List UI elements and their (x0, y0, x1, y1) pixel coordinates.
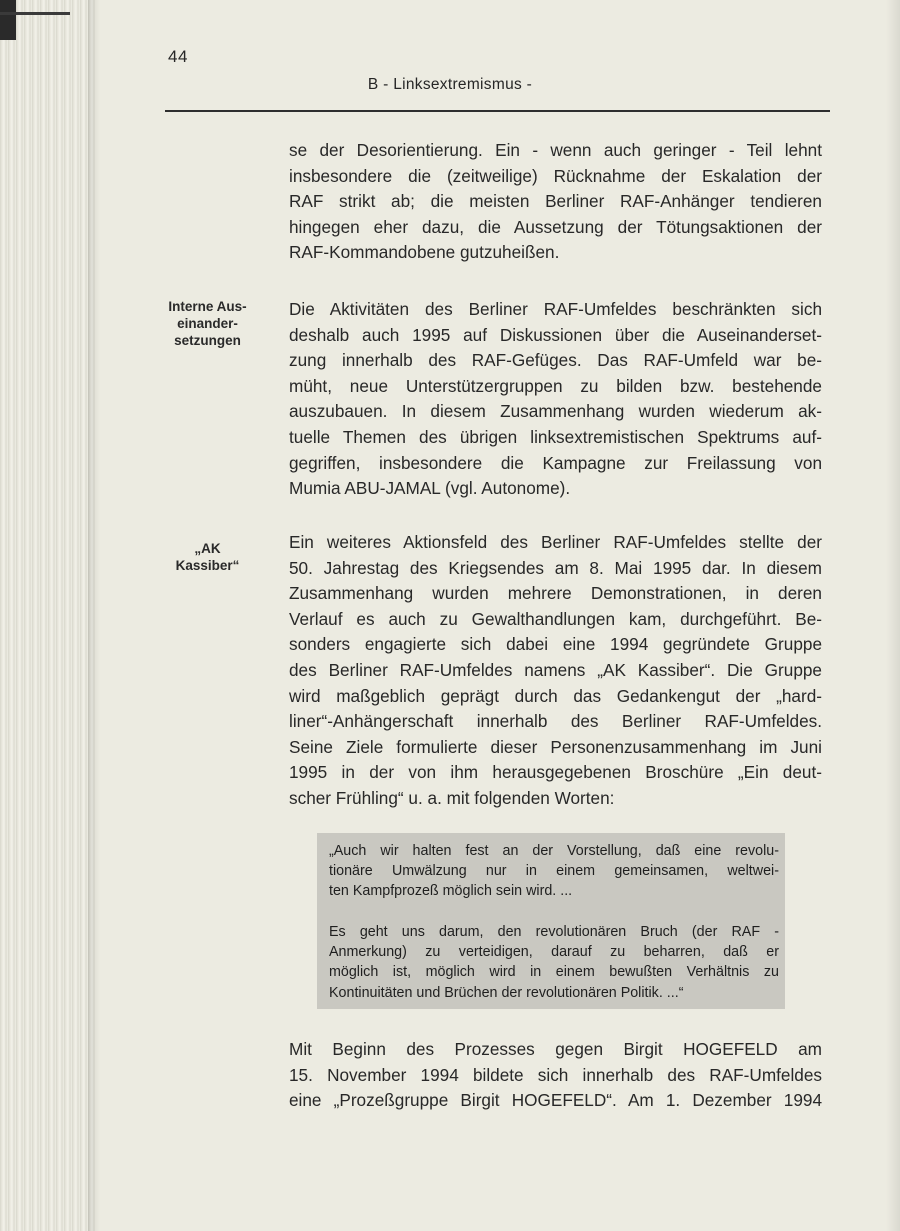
text-line: Ein weiteres Aktionsfeld des Berliner RAF-Umfeldes stellte der (289, 532, 822, 552)
text-line: eine „Prozeßgruppe Birgit HOGEFELD“. Am 1. Dezember 1994 (289, 1090, 822, 1111)
text-line: Mumia ABU-JAMAL (vgl. Autonome). (289, 478, 571, 499)
text-line: scher Frühling“ u. a. mit folgenden Worten: (289, 787, 615, 808)
quote-line: ten Kampfprozeß möglich sein wird. ... (329, 883, 573, 900)
quote-paragraph-1 (329, 841, 779, 902)
margin-note-interne-auseinandersetzungen (150, 298, 265, 349)
text-line: deshalb auch 1995 auf Diskussionen über die Auseinanderset- (289, 324, 822, 345)
margin-note-line: setzungen (174, 333, 241, 348)
text-line: insbesondere die (zeitweilige) Rücknahme der Eskalation der (289, 165, 822, 186)
text-line: sonders engagierte sich dabei eine 1994 gegründete Gruppe (289, 634, 822, 655)
text-line: wird maßgeblich geprägt durch das Gedankengut der „hard- (289, 685, 822, 706)
quote-paragraph-2 (329, 922, 779, 1003)
margin-note-line: Kassiber“ (175, 558, 240, 573)
right-edge-shadow (886, 0, 900, 1231)
text-line: RAF-Kommandobene gutzuheißen. (289, 242, 560, 263)
quote-line: tionäre Umwälzung nur in einem gemeinsamen, weltwei- (329, 863, 779, 880)
page-number: 44 (168, 47, 188, 66)
running-header: B - Linksextremismus - (367, 76, 533, 93)
quote-line: möglich ist, möglich wird in einem bewußten Verhältnis zu (329, 964, 779, 981)
quote-line: Es geht uns darum, den revolutionären Bruch (der RAF - (329, 924, 779, 940)
text-line: hingegen eher dazu, die Aussetzung der Tötungsaktionen der (289, 216, 822, 237)
margin-note-line: einander- (177, 316, 238, 331)
margin-note-ak-kassiber (150, 540, 265, 574)
paragraph-4 (289, 1037, 822, 1114)
quote-line: Kontinuitäten und Brüchen der revolutionären Politik. ...“ (329, 984, 684, 1001)
text-line: Verlauf es auch zu Gewalthandlungen kam, durchgeführt. Be- (289, 608, 822, 629)
text-line: Die Aktivitäten des Berliner RAF-Umfeldes beschränkten sich (289, 299, 822, 319)
text-line: se der Desorientierung. Ein - wenn auch geringer - Teil lehnt (289, 140, 822, 160)
text-line: Seine Ziele formulierte dieser Personenzusammenhang im Juni (289, 736, 822, 757)
header-rule (165, 110, 830, 112)
paragraph-3 (289, 530, 822, 812)
text-line: Zusammenhang wurden mehrere Demonstrationen, in deren (289, 583, 822, 604)
text-line: Mit Beginn des Prozesses gegen Birgit HOGEFELD am (289, 1039, 822, 1059)
paragraph-2 (289, 297, 822, 502)
text-line: 50. Jahrestag des Kriegsendes am 8. Mai 1995 dar. In diesem (289, 557, 822, 578)
quote-line: „Auch wir halten fest an der Vorstellung, daß eine revolu- (329, 843, 779, 859)
text-line: auszubauen. In diesem Zusammenhang wurden wiederum ak- (289, 401, 822, 422)
text-line: liner“-Anhängerschaft innerhalb des Berliner RAF-Umfeldes. (289, 711, 822, 732)
page-edge-stack (0, 0, 95, 1231)
gutter-shadow (88, 0, 100, 1231)
scan-corner-line (0, 12, 70, 15)
text-line: müht, neue Unterstützergruppen zu bilden bzw. bestehende (289, 375, 822, 396)
text-line: zung innerhalb des RAF-Gefüges. Das RAF-Umfeld war be- (289, 350, 822, 371)
margin-note-line: Interne Aus- (168, 299, 247, 314)
quote-line: Anmerkung) zu verteidigen, darauf zu beharren, daß er (329, 944, 779, 961)
text-line: 15. November 1994 bildete sich innerhalb des RAF-Umfeldes (289, 1064, 822, 1085)
scan-corner-mark (0, 0, 16, 40)
text-line: des Berliner RAF-Umfeldes namens „AK Kassiber“. Die Gruppe (289, 659, 822, 680)
text-line: RAF strikt ab; die meisten Berliner RAF-Anhänger tendieren (289, 191, 822, 212)
text-line: 1995 in der von ihm herausgegebenen Broschüre „Ein deut- (289, 762, 822, 783)
text-line: tuelle Themen des übrigen linksextremistischen Spektrums auf- (289, 426, 822, 447)
text-line: gegriffen, insbesondere die Kampagne zur Freilassung von (289, 452, 822, 473)
margin-note-line: „AK (194, 541, 221, 556)
paragraph-1 (289, 138, 822, 266)
